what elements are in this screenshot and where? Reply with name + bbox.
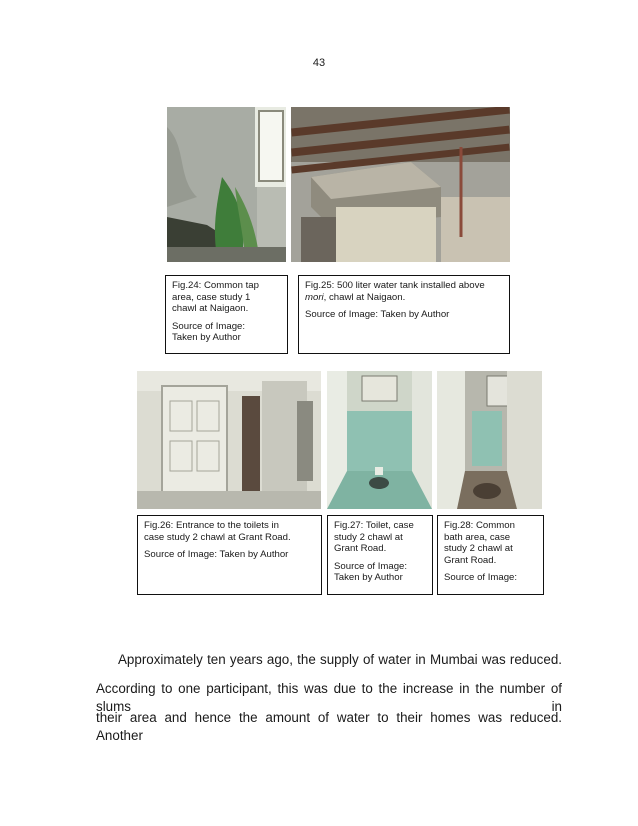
fig24-caption-line: Fig.24: Common tap: [172, 280, 259, 291]
fig24-source: Source of Image:: [172, 320, 246, 332]
fig27-caption-line: Fig.27: Toilet, case: [334, 520, 414, 531]
body-line: Approximately ten years ago, the supply of water in Mumbai was reduced.: [118, 652, 562, 667]
fig25-caption-line: Fig.25: 500 liter water tank installed above: [305, 280, 485, 291]
body-paragraph: [96, 0, 562, 826]
fig28-caption-line: bath area, case: [444, 531, 511, 543]
fig25-source: Source of Image: Taken by Author: [305, 309, 450, 320]
fig24-source: Taken by Author: [172, 332, 241, 343]
fig26-caption-line: case study 2 chawl at Grant Road.: [144, 531, 291, 543]
fig24-caption-line: area, case study 1: [172, 291, 251, 303]
fig28-caption-line: Fig.28: Common: [444, 520, 515, 531]
fig27-source: Source of Image:: [334, 560, 408, 572]
page-number: 43: [312, 57, 326, 69]
mori-term: mori: [305, 291, 324, 303]
fig24-caption-line: chawl at Naigaon.: [172, 303, 249, 314]
fig27-caption-line: Grant Road.: [334, 543, 387, 554]
fig27-source: Taken by Author: [334, 572, 403, 583]
fig26-caption-line: Fig.26: Entrance to the toilets in: [144, 520, 279, 531]
fig26-source: Source of Image: Taken by Author: [144, 549, 289, 560]
body-line: According to one participant, this was due to the increase in the number of slums in: [96, 681, 562, 714]
fig28-caption-line: Grant Road.: [444, 554, 497, 566]
fig25-caption-rest: , chawl at Naigaon.: [323, 291, 406, 303]
fig28-source: Source of Image:: [444, 572, 518, 583]
body-line: their area and hence the amount of water to their homes was reduced. Another: [96, 710, 562, 743]
fig27-caption-line: study 2 chawl at: [334, 531, 403, 543]
fig28-caption-line: study 2 chawl at: [444, 543, 513, 554]
